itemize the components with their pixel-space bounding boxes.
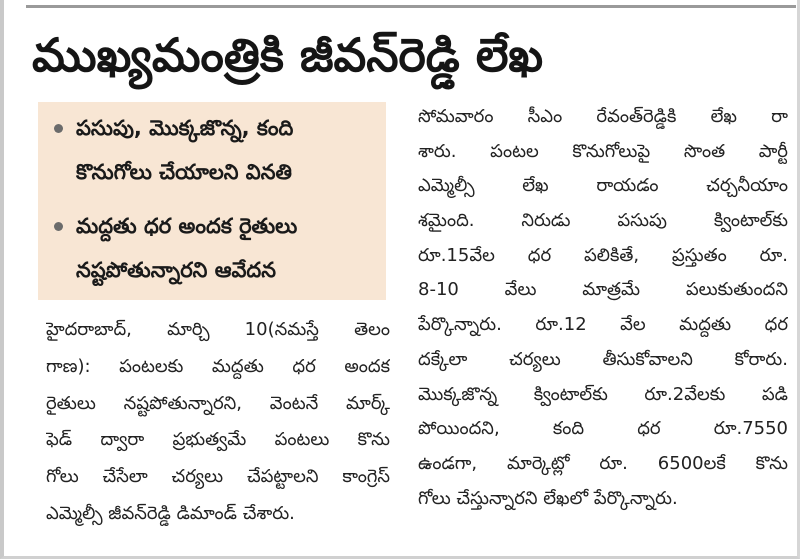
body-text-line: రూ.15వేల ధర పలికితే, ప్రస్తుతం రూ. <box>418 244 788 266</box>
body-text-line: శారు. పంటల కొనుగోలుపై సొంత పార్టీ <box>418 140 788 162</box>
body-text-line: పోయిందని, కంది ధర రూ.7550 <box>418 418 788 440</box>
body-text-line: ఉండగా, మార్కెట్లో రూ. 6500లకే కొను <box>418 452 788 474</box>
body-text-line: ఫెడ్ ద్వారా ప్రభుత్వమే పంటలు కొను <box>46 429 390 451</box>
body-text-line: గోలు చేస్తున్నారని లేఖలో పేర్కొన్నారు. <box>418 487 678 509</box>
body-text-line: గాణ): పంటలకు మద్దతు ధర అందక <box>46 355 390 377</box>
bullet-dot-icon <box>54 124 63 133</box>
body-text-line: రైతులు నష్టపోతున్నారని, వెంటనే మార్క్ <box>46 392 390 414</box>
body-text-line: సోమవారం సీఎం రేవంత్‌రెడ్డికి లేఖ రా <box>418 106 788 127</box>
highlight-box <box>38 102 386 300</box>
left-column <box>46 312 390 533</box>
body-text-line: మొక్కజొన్న క్వింటాల్‌కు రూ.2వేలకు పడి <box>418 383 788 405</box>
body-text-line: హైదరాబాద్, మార్చి 10(నమస్తే తెలం <box>46 319 390 340</box>
body-text-line: ఎమ్మెల్సీ లేఖ రాయడం చర్చనీయాం <box>418 175 788 197</box>
body-text-line: ఎమ్మెల్సీ జీవన్‌రెడ్డి డిమాండ్ చేశారు. <box>46 502 295 524</box>
headline: ముఖ్యమంత్రికి జీవన్‌రెడ్డి లేఖ <box>32 28 544 82</box>
body-text-line: గోలు చేసేలా చర్యలు చేపట్టాలని కాంగ్రెస్ <box>46 466 390 488</box>
right-column <box>418 100 788 516</box>
top-rule <box>26 5 796 8</box>
highlight-line: పసుపు, మొక్కజొన్న, కంది <box>76 116 294 140</box>
highlight-line: మద్దతు ధర అందక రైతులు <box>76 214 298 238</box>
body-text-line: శమైంది. నిరుడు పసుపు క్వింటాల్‌కు <box>418 210 788 232</box>
body-text-line: పేర్కొన్నారు. రూ.12 వేల మద్దతు ధర <box>418 314 788 336</box>
highlight-line: నష్టపోతున్నారని ఆవేదన <box>76 258 276 282</box>
body-text-line: దక్కేలా చర్యలు తీసుకోవాలని కోరారు. <box>418 348 788 370</box>
body-text-line: 8-10 వేలు మాత్రమే పలుకుతుందని <box>418 279 788 301</box>
bullet-dot-icon <box>54 222 63 231</box>
highlight-line: కొనుగోలు చేయాలని వినతి <box>76 160 292 184</box>
